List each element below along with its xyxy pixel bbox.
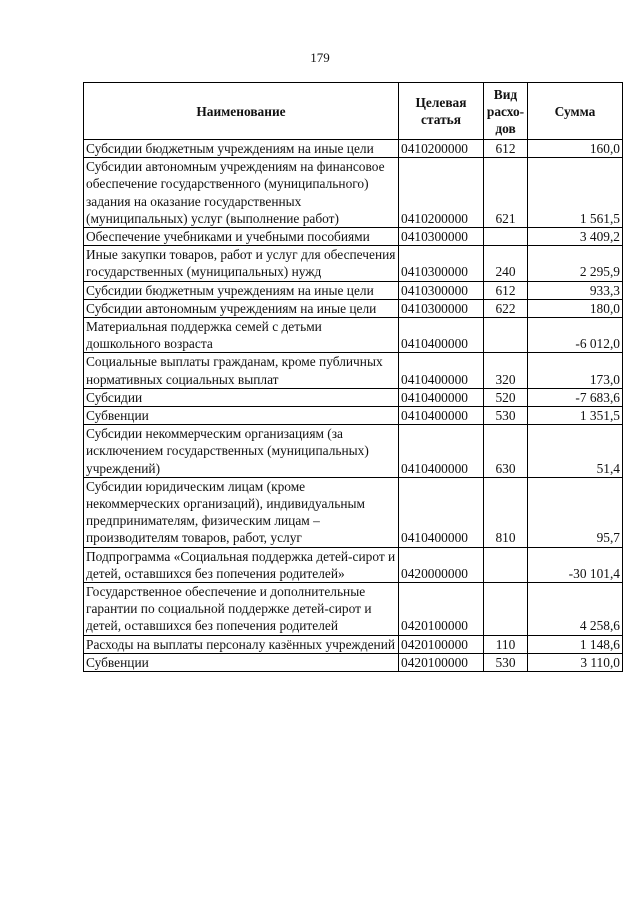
row-expense-type: 630 — [484, 425, 528, 478]
budget-table — [83, 82, 623, 672]
row-expense-type — [484, 228, 528, 246]
header-expense-type: Вид расхо-дов — [484, 83, 528, 140]
row-amount: 173,0 — [528, 353, 623, 388]
table-row — [84, 547, 623, 582]
table-header-row — [84, 83, 623, 140]
table-row — [84, 635, 623, 653]
row-target-article: 0410400000 — [399, 388, 484, 406]
table-row — [84, 281, 623, 299]
row-target-article: 0420100000 — [399, 635, 484, 653]
row-amount: 180,0 — [528, 299, 623, 317]
row-target-article: 0410300000 — [399, 246, 484, 281]
row-amount: 1 148,6 — [528, 635, 623, 653]
row-amount: -7 683,6 — [528, 388, 623, 406]
row-amount: 160,0 — [528, 140, 623, 158]
table-row — [84, 299, 623, 317]
row-expense-type: 520 — [484, 388, 528, 406]
row-expense-type: 810 — [484, 477, 528, 547]
row-expense-type: 240 — [484, 246, 528, 281]
row-name: Субвенции — [84, 653, 399, 671]
table-row — [84, 425, 623, 478]
row-name: Субсидии юридическим лицам (кроме некоммерческих организаций), индивидуальным предпринимателям, физическим лицам – производителям товаров, работ, услуг — [84, 477, 399, 547]
row-amount: -30 101,4 — [528, 547, 623, 582]
table-row — [84, 653, 623, 671]
table-row — [84, 407, 623, 425]
row-name: Субсидии бюджетным учреждениям на иные цели — [84, 140, 399, 158]
table-row — [84, 158, 623, 228]
row-expense-type — [484, 547, 528, 582]
row-target-article: 0410300000 — [399, 228, 484, 246]
table-body — [84, 140, 623, 672]
row-name: Расходы на выплаты персоналу казённых учреждений — [84, 635, 399, 653]
row-target-article: 0410200000 — [399, 158, 484, 228]
header-amount: Сумма — [528, 83, 623, 140]
row-expense-type — [484, 318, 528, 353]
table-row — [84, 140, 623, 158]
table-row — [84, 388, 623, 406]
row-name: Субсидии автономным учреждениям на финансовое обеспечение государственного (муниципального) задания на оказание государственных (муниципальных) услуг (выполнение работ) — [84, 158, 399, 228]
header-name: Наименование — [84, 83, 399, 140]
row-name: Обеспечение учебниками и учебными пособиями — [84, 228, 399, 246]
row-expense-type: 320 — [484, 353, 528, 388]
row-amount: 2 295,9 — [528, 246, 623, 281]
table-row — [84, 583, 623, 636]
row-expense-type: 530 — [484, 407, 528, 425]
row-expense-type: 622 — [484, 299, 528, 317]
row-name: Государственное обеспечение и дополнительные гарантии по социальной поддержке детей-сирот и детей, оставшихся без попечения родителей — [84, 583, 399, 636]
row-amount: 1 351,5 — [528, 407, 623, 425]
row-amount: 95,7 — [528, 477, 623, 547]
row-amount: 51,4 — [528, 425, 623, 478]
row-expense-type: 530 — [484, 653, 528, 671]
table-row — [84, 353, 623, 388]
row-target-article: 0410400000 — [399, 425, 484, 478]
row-expense-type: 612 — [484, 281, 528, 299]
row-amount: 4 258,6 — [528, 583, 623, 636]
row-target-article: 0420000000 — [399, 547, 484, 582]
row-amount: 1 561,5 — [528, 158, 623, 228]
row-target-article: 0410400000 — [399, 318, 484, 353]
row-amount: 3 409,2 — [528, 228, 623, 246]
row-target-article: 0410200000 — [399, 140, 484, 158]
table-row — [84, 228, 623, 246]
row-expense-type: 621 — [484, 158, 528, 228]
row-amount: 933,3 — [528, 281, 623, 299]
row-name: Иные закупки товаров, работ и услуг для обеспечения государственных (муниципальных) нужд — [84, 246, 399, 281]
row-name: Субвенции — [84, 407, 399, 425]
row-target-article: 0410300000 — [399, 299, 484, 317]
row-name: Субсидии — [84, 388, 399, 406]
row-amount: 3 110,0 — [528, 653, 623, 671]
row-name: Социальные выплаты гражданам, кроме публичных нормативных социальных выплат — [84, 353, 399, 388]
row-target-article: 0420100000 — [399, 653, 484, 671]
row-name: Субсидии некоммерческим организациям (за исключением государственных (муниципальных) учреждений) — [84, 425, 399, 478]
table-row — [84, 477, 623, 547]
row-name: Подпрограмма «Социальная поддержка детей-сирот и детей, оставшихся без попечения родителей» — [84, 547, 399, 582]
row-target-article: 0410400000 — [399, 353, 484, 388]
row-expense-type: 612 — [484, 140, 528, 158]
row-expense-type: 110 — [484, 635, 528, 653]
table-row — [84, 318, 623, 353]
row-target-article: 0410400000 — [399, 407, 484, 425]
row-target-article: 0410300000 — [399, 281, 484, 299]
row-name: Субсидии бюджетным учреждениям на иные цели — [84, 281, 399, 299]
row-amount: -6 012,0 — [528, 318, 623, 353]
table-row — [84, 246, 623, 281]
row-name: Субсидии автономным учреждениям на иные цели — [84, 299, 399, 317]
row-expense-type — [484, 583, 528, 636]
page-number: 179 — [310, 50, 330, 65]
header-target-article: Целевая статья — [399, 83, 484, 140]
row-target-article: 0410400000 — [399, 477, 484, 547]
row-name: Материальная поддержка семей с детьми дошкольного возраста — [84, 318, 399, 353]
row-target-article: 0420100000 — [399, 583, 484, 636]
